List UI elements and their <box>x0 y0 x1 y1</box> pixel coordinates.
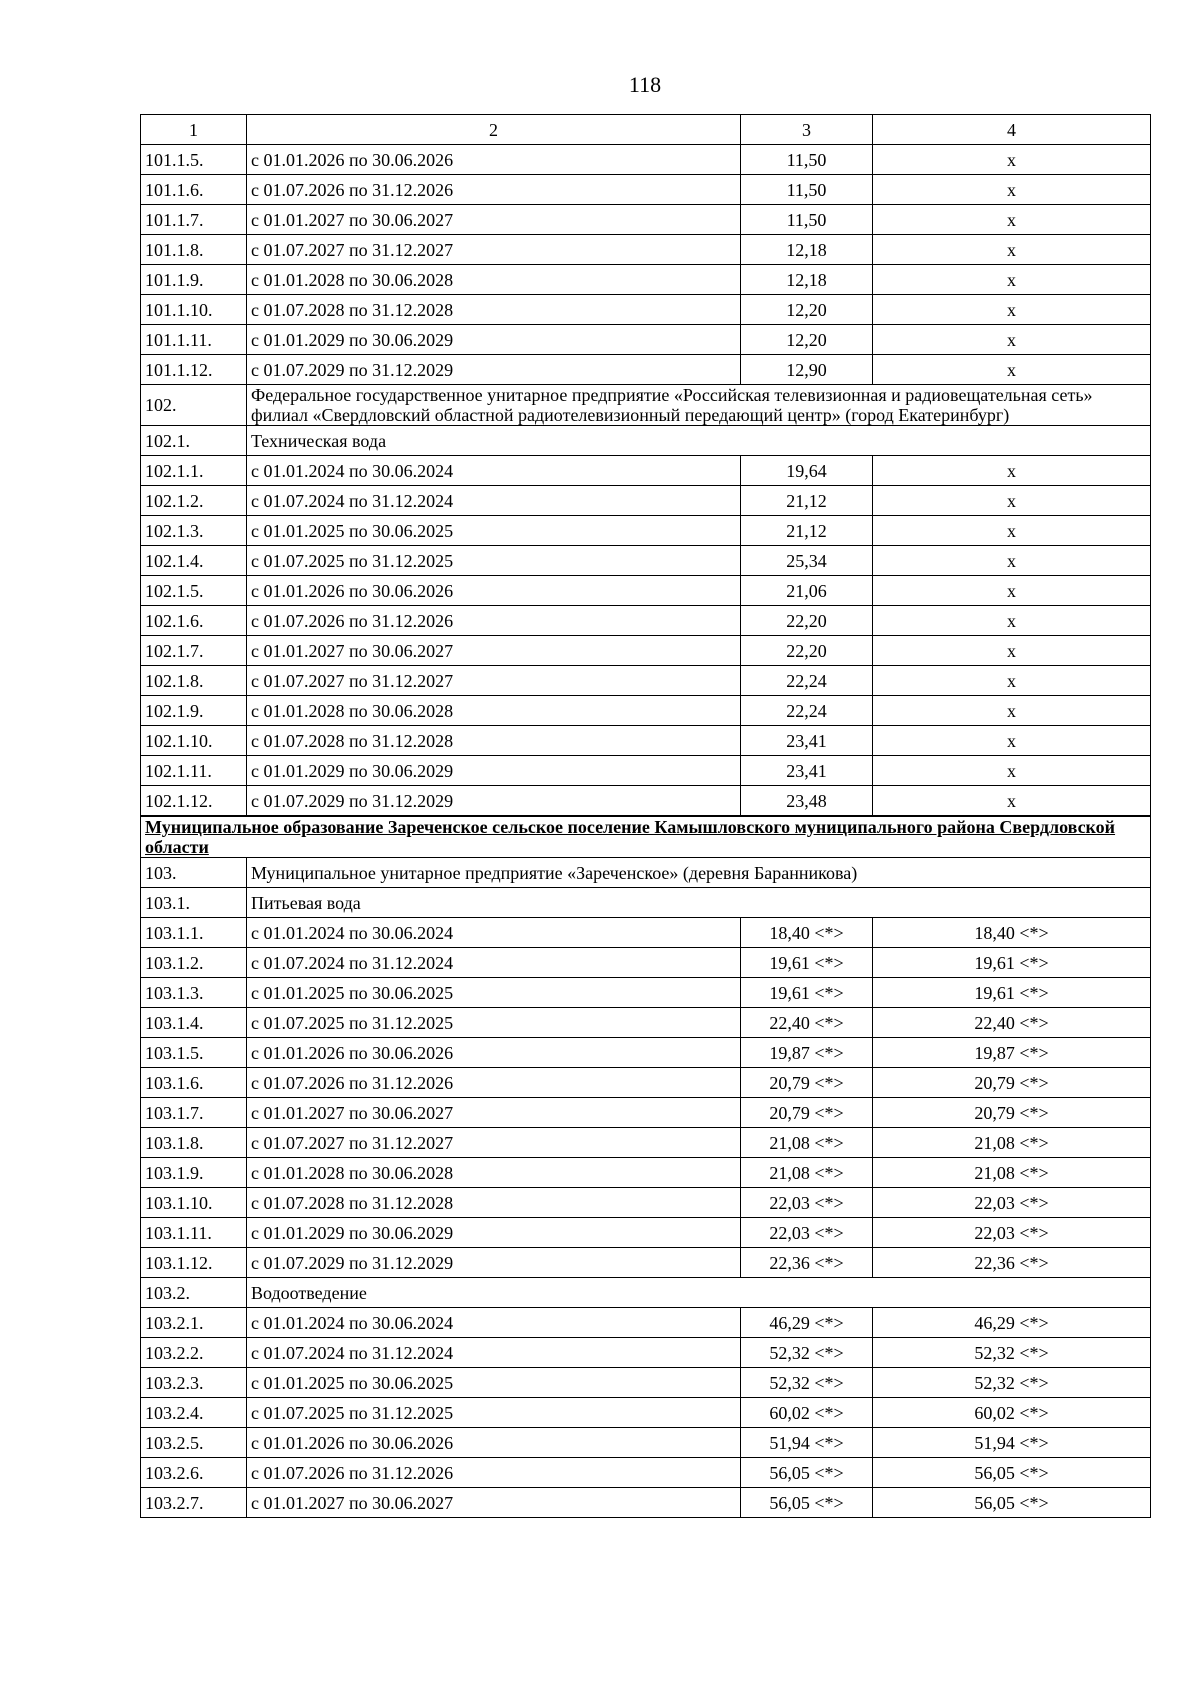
row-tariff-col4: 46,29 <*> <box>873 1308 1151 1338</box>
row-number: 102.1.11. <box>141 756 247 786</box>
row-tariff-col4: 22,03 <*> <box>873 1188 1151 1218</box>
section-number: 103.2. <box>141 1278 247 1308</box>
row-tariff-col4: х <box>873 666 1151 696</box>
page-number: 118 <box>628 72 662 97</box>
organization-row <box>141 858 1151 888</box>
table-row <box>141 666 1151 696</box>
row-tariff-col4: х <box>873 636 1151 666</box>
row-period: с 01.01.2029 по 30.06.2029 <box>247 325 741 355</box>
table-row <box>141 756 1151 786</box>
row-tariff-col3: 22,24 <box>741 696 873 726</box>
table-row <box>141 786 1151 817</box>
row-tariff-col4: 56,05 <*> <box>873 1458 1151 1488</box>
municipality-title: Муниципальное образование Зареченское сельское поселение Камышловского муниципального района Свердловской области <box>141 816 1151 858</box>
row-tariff-col3: 21,06 <box>741 576 873 606</box>
row-tariff-col3: 52,32 <*> <box>741 1368 873 1398</box>
row-period: с 01.07.2029 по 31.12.2029 <box>247 1248 741 1278</box>
row-number: 101.1.8. <box>141 235 247 265</box>
table-row <box>141 606 1151 636</box>
row-period: с 01.01.2025 по 30.06.2025 <box>247 1368 741 1398</box>
row-tariff-col3: 21,12 <box>741 516 873 546</box>
row-tariff-col4: х <box>873 576 1151 606</box>
section-title: Техническая вода <box>247 426 1151 456</box>
row-tariff-col4: 22,40 <*> <box>873 1008 1151 1038</box>
row-period: с 01.07.2028 по 31.12.2028 <box>247 295 741 325</box>
table-row <box>141 486 1151 516</box>
row-tariff-col3: 23,48 <box>741 786 873 817</box>
row-number: 103.1.12. <box>141 1248 247 1278</box>
table-row <box>141 918 1151 948</box>
row-tariff-col3: 51,94 <*> <box>741 1428 873 1458</box>
table-row <box>141 516 1151 546</box>
row-tariff-col4: х <box>873 696 1151 726</box>
row-tariff-col4: 52,32 <*> <box>873 1368 1151 1398</box>
header-row <box>141 115 1151 145</box>
row-period: с 01.01.2024 по 30.06.2024 <box>247 456 741 486</box>
row-number: 103.1.7. <box>141 1098 247 1128</box>
row-tariff-col3: 21,12 <box>741 486 873 516</box>
section-title: Питьевая вода <box>247 888 1151 918</box>
table-row <box>141 1128 1151 1158</box>
row-period: с 01.01.2026 по 30.06.2026 <box>247 576 741 606</box>
row-period: с 01.07.2027 по 31.12.2027 <box>247 1128 741 1158</box>
row-tariff-col3: 19,87 <*> <box>741 1038 873 1068</box>
row-tariff-col3: 19,61 <*> <box>741 978 873 1008</box>
row-tariff-col3: 18,40 <*> <box>741 918 873 948</box>
row-tariff-col4: х <box>873 235 1151 265</box>
table-row <box>141 1068 1151 1098</box>
section-title: Водоотведение <box>247 1278 1151 1308</box>
row-number: 103.1.8. <box>141 1128 247 1158</box>
row-tariff-col4: х <box>873 295 1151 325</box>
organization-row <box>141 385 1151 426</box>
row-tariff-col4: 18,40 <*> <box>873 918 1151 948</box>
row-number: 102.1.6. <box>141 606 247 636</box>
row-tariff-col4: 21,08 <*> <box>873 1158 1151 1188</box>
row-period: с 01.07.2028 по 31.12.2028 <box>247 726 741 756</box>
row-tariff-col3: 20,79 <*> <box>741 1098 873 1128</box>
table-row <box>141 1188 1151 1218</box>
table-row <box>141 235 1151 265</box>
row-number: 103.1.4. <box>141 1008 247 1038</box>
row-number: 102.1.3. <box>141 516 247 546</box>
row-number: 103.2.1. <box>141 1308 247 1338</box>
row-period: с 01.01.2027 по 30.06.2027 <box>247 1098 741 1128</box>
row-number: 103.2.3. <box>141 1368 247 1398</box>
table-row <box>141 295 1151 325</box>
row-number: 101.1.12. <box>141 355 247 385</box>
row-period: с 01.07.2025 по 31.12.2025 <box>247 546 741 576</box>
row-number: 102.1.5. <box>141 576 247 606</box>
row-period: с 01.07.2026 по 31.12.2026 <box>247 175 741 205</box>
row-tariff-col4: х <box>873 516 1151 546</box>
table-row <box>141 325 1151 355</box>
row-tariff-col3: 23,41 <box>741 726 873 756</box>
header-cell-1: 1 <box>141 115 247 145</box>
row-period: с 01.01.2024 по 30.06.2024 <box>247 918 741 948</box>
header-cell-3: 3 <box>741 115 873 145</box>
row-number: 101.1.5. <box>141 145 247 175</box>
tariff-table <box>140 114 1151 1518</box>
row-tariff-col4: 22,03 <*> <box>873 1218 1151 1248</box>
row-number: 103.2.6. <box>141 1458 247 1488</box>
row-number: 103.1.10. <box>141 1188 247 1218</box>
municipality-row <box>141 816 1151 858</box>
row-tariff-col4: х <box>873 606 1151 636</box>
table-row <box>141 576 1151 606</box>
section-row <box>141 426 1151 456</box>
row-tariff-col3: 22,03 <*> <box>741 1218 873 1248</box>
row-tariff-col3: 20,79 <*> <box>741 1068 873 1098</box>
organization-number: 103. <box>141 858 247 888</box>
row-number: 103.1.1. <box>141 918 247 948</box>
row-tariff-col4: 19,61 <*> <box>873 978 1151 1008</box>
row-tariff-col3: 21,08 <*> <box>741 1128 873 1158</box>
row-tariff-col3: 46,29 <*> <box>741 1308 873 1338</box>
table-row <box>141 1398 1151 1428</box>
row-tariff-col3: 12,18 <box>741 235 873 265</box>
row-tariff-col3: 22,20 <box>741 636 873 666</box>
row-period: с 01.01.2025 по 30.06.2025 <box>247 516 741 546</box>
row-period: с 01.01.2028 по 30.06.2028 <box>247 696 741 726</box>
row-period: с 01.01.2028 по 30.06.2028 <box>247 265 741 295</box>
row-period: с 01.07.2024 по 31.12.2024 <box>247 1338 741 1368</box>
table-row <box>141 175 1151 205</box>
row-tariff-col4: х <box>873 205 1151 235</box>
row-tariff-col3: 12,20 <box>741 325 873 355</box>
row-number: 103.1.6. <box>141 1068 247 1098</box>
row-tariff-col4: 19,61 <*> <box>873 948 1151 978</box>
row-number: 101.1.7. <box>141 205 247 235</box>
row-number: 101.1.10. <box>141 295 247 325</box>
row-period: с 01.01.2026 по 30.06.2026 <box>247 1038 741 1068</box>
row-period: с 01.01.2027 по 30.06.2027 <box>247 636 741 666</box>
row-number: 103.2.5. <box>141 1428 247 1458</box>
row-tariff-col3: 12,18 <box>741 265 873 295</box>
table-row <box>141 636 1151 666</box>
row-tariff-col4: х <box>873 726 1151 756</box>
row-tariff-col4: х <box>873 325 1151 355</box>
row-tariff-col4: х <box>873 486 1151 516</box>
row-tariff-col3: 56,05 <*> <box>741 1488 873 1518</box>
row-period: с 01.01.2028 по 30.06.2028 <box>247 1158 741 1188</box>
header-cell-2: 2 <box>247 115 741 145</box>
row-number: 103.2.2. <box>141 1338 247 1368</box>
row-tariff-col3: 19,64 <box>741 456 873 486</box>
table-row <box>141 696 1151 726</box>
table-row <box>141 546 1151 576</box>
row-number: 103.2.4. <box>141 1398 247 1428</box>
row-tariff-col4: х <box>873 456 1151 486</box>
row-number: 102.1.2. <box>141 486 247 516</box>
row-tariff-col4: х <box>873 546 1151 576</box>
organization-name: Муниципальное унитарное предприятие «Зареченское» (деревня Баранникова) <box>247 858 1151 888</box>
row-period: с 01.01.2026 по 30.06.2026 <box>247 1428 741 1458</box>
row-period: с 01.07.2026 по 31.12.2026 <box>247 1068 741 1098</box>
table-row <box>141 145 1151 175</box>
row-tariff-col3: 56,05 <*> <box>741 1458 873 1488</box>
row-tariff-col3: 19,61 <*> <box>741 948 873 978</box>
row-tariff-col3: 22,20 <box>741 606 873 636</box>
table-row <box>141 1218 1151 1248</box>
row-number: 102.1.4. <box>141 546 247 576</box>
row-number: 101.1.11. <box>141 325 247 355</box>
row-tariff-col3: 22,36 <*> <box>741 1248 873 1278</box>
section-row <box>141 1278 1151 1308</box>
table-row <box>141 1488 1151 1518</box>
table-row <box>141 1098 1151 1128</box>
row-tariff-col3: 25,34 <box>741 546 873 576</box>
table-row <box>141 1308 1151 1338</box>
table-row <box>141 1038 1151 1068</box>
row-tariff-col3: 12,20 <box>741 295 873 325</box>
row-tariff-col3: 21,08 <*> <box>741 1158 873 1188</box>
row-number: 102.1.10. <box>141 726 247 756</box>
table-row <box>141 1158 1151 1188</box>
row-tariff-col4: 56,05 <*> <box>873 1488 1151 1518</box>
row-period: с 01.01.2027 по 30.06.2027 <box>247 205 741 235</box>
table-row <box>141 1008 1151 1038</box>
row-tariff-col3: 11,50 <box>741 175 873 205</box>
row-number: 102.1.7. <box>141 636 247 666</box>
organization-number: 102. <box>141 385 247 426</box>
section-number: 103.1. <box>141 888 247 918</box>
table-row <box>141 456 1151 486</box>
table-row <box>141 1428 1151 1458</box>
table-row <box>141 726 1151 756</box>
row-tariff-col4: х <box>873 265 1151 295</box>
row-period: с 01.01.2025 по 30.06.2025 <box>247 978 741 1008</box>
table-row <box>141 948 1151 978</box>
row-period: с 01.07.2025 по 31.12.2025 <box>247 1398 741 1428</box>
row-number: 102.1.1. <box>141 456 247 486</box>
table-row <box>141 265 1151 295</box>
row-number: 102.1.8. <box>141 666 247 696</box>
row-tariff-col4: х <box>873 355 1151 385</box>
table-row <box>141 978 1151 1008</box>
row-number: 103.2.7. <box>141 1488 247 1518</box>
table-row <box>141 1458 1151 1488</box>
row-period: с 01.07.2027 по 31.12.2027 <box>247 666 741 696</box>
table-row <box>141 1338 1151 1368</box>
table-row <box>141 1248 1151 1278</box>
row-tariff-col3: 11,50 <box>741 145 873 175</box>
row-period: с 01.07.2029 по 31.12.2029 <box>247 786 741 817</box>
row-tariff-col4: 20,79 <*> <box>873 1098 1151 1128</box>
row-tariff-col3: 22,40 <*> <box>741 1008 873 1038</box>
section-row <box>141 888 1151 918</box>
row-number: 101.1.6. <box>141 175 247 205</box>
row-tariff-col3: 52,32 <*> <box>741 1338 873 1368</box>
row-number: 103.1.2. <box>141 948 247 978</box>
row-tariff-col4: 22,36 <*> <box>873 1248 1151 1278</box>
row-period: с 01.01.2029 по 30.06.2029 <box>247 756 741 786</box>
row-period: с 01.07.2029 по 31.12.2029 <box>247 355 741 385</box>
tariff-table-body <box>141 115 1151 1518</box>
row-number: 103.1.3. <box>141 978 247 1008</box>
row-period: с 01.01.2027 по 30.06.2027 <box>247 1488 741 1518</box>
row-period: с 01.07.2028 по 31.12.2028 <box>247 1188 741 1218</box>
row-period: с 01.07.2025 по 31.12.2025 <box>247 1008 741 1038</box>
row-number: 101.1.9. <box>141 265 247 295</box>
row-tariff-col4: 21,08 <*> <box>873 1128 1151 1158</box>
row-tariff-col4: 19,87 <*> <box>873 1038 1151 1068</box>
table-row <box>141 1368 1151 1398</box>
row-tariff-col4: 60,02 <*> <box>873 1398 1151 1428</box>
row-number: 102.1.9. <box>141 696 247 726</box>
row-tariff-col4: х <box>873 175 1151 205</box>
row-tariff-col3: 11,50 <box>741 205 873 235</box>
row-number: 103.1.11. <box>141 1218 247 1248</box>
table-row <box>141 355 1151 385</box>
row-period: с 01.01.2026 по 30.06.2026 <box>247 145 741 175</box>
row-tariff-col4: 51,94 <*> <box>873 1428 1151 1458</box>
row-period: с 01.07.2024 по 31.12.2024 <box>247 486 741 516</box>
row-number: 102.1.12. <box>141 786 247 817</box>
row-tariff-col4: х <box>873 786 1151 817</box>
row-number: 103.1.5. <box>141 1038 247 1068</box>
section-number: 102.1. <box>141 426 247 456</box>
row-period: с 01.07.2026 по 31.12.2026 <box>247 606 741 636</box>
row-tariff-col3: 22,24 <box>741 666 873 696</box>
row-period: с 01.07.2024 по 31.12.2024 <box>247 948 741 978</box>
row-period: с 01.07.2027 по 31.12.2027 <box>247 235 741 265</box>
row-tariff-col4: х <box>873 756 1151 786</box>
row-tariff-col4: х <box>873 145 1151 175</box>
table-row <box>141 205 1151 235</box>
header-cell-4: 4 <box>873 115 1151 145</box>
row-number: 103.1.9. <box>141 1158 247 1188</box>
row-tariff-col3: 60,02 <*> <box>741 1398 873 1428</box>
row-period: с 01.01.2029 по 30.06.2029 <box>247 1218 741 1248</box>
row-tariff-col3: 22,03 <*> <box>741 1188 873 1218</box>
row-tariff-col4: 20,79 <*> <box>873 1068 1151 1098</box>
row-tariff-col4: 52,32 <*> <box>873 1338 1151 1368</box>
row-tariff-col3: 23,41 <box>741 756 873 786</box>
row-period: с 01.07.2026 по 31.12.2026 <box>247 1458 741 1488</box>
row-tariff-col3: 12,90 <box>741 355 873 385</box>
organization-name: Федеральное государственное унитарное предприятие «Российская телевизионная и радиовещательная сеть» филиал «Свердловский областной радиотелевизионный передающий центр» (город Екатеринбург) <box>247 385 1151 426</box>
row-period: с 01.01.2024 по 30.06.2024 <box>247 1308 741 1338</box>
